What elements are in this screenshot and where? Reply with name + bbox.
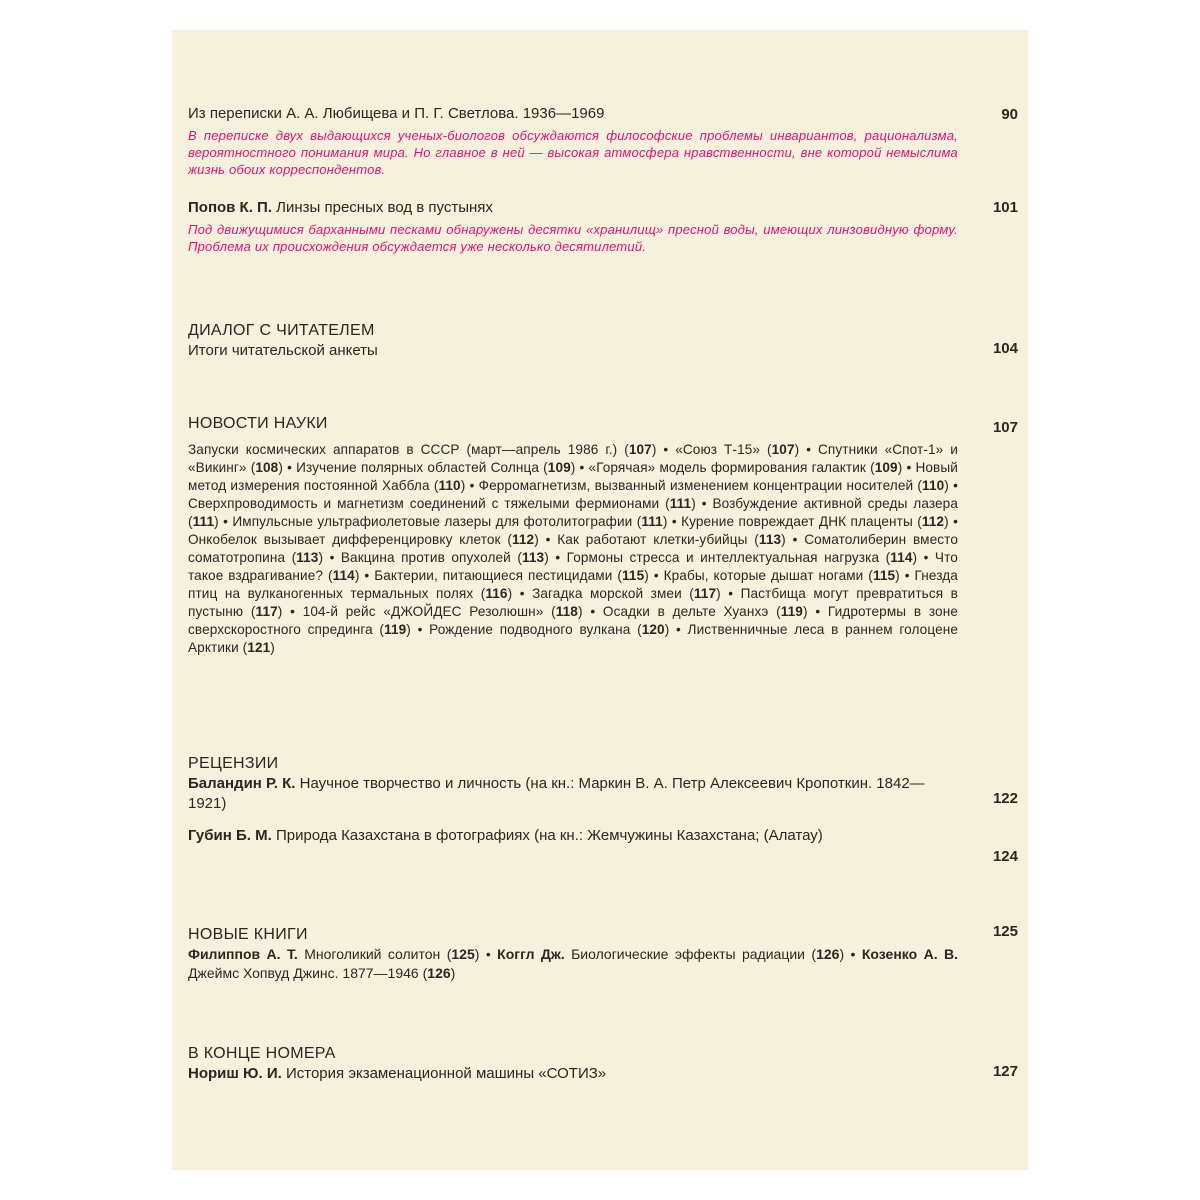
bullet-separator: • [545, 532, 551, 547]
news-item: Лиственничные леса в раннем голоцене Арктики (121) [188, 622, 959, 655]
bullet-separator: • [653, 568, 659, 583]
news-item-title: Сверхпроводимость и магнетизм соединений с тяжелыми фермионами [188, 496, 660, 511]
entry-author: Нориш Ю. И. [188, 1065, 282, 1082]
entry-description: В переписке двух выдающихся ученых-биологов обсуждаются философские проблемы инвариантов, рационализма, вероятностного понимания мира. Но главное в ней — высокая атмосфера нравственности, вне которой немыслима жизнь обоих корреспондентов. [188, 128, 958, 177]
book-title: Джеймс Хопвуд Джинс. 1877—1946 [188, 965, 419, 981]
section-heading: ДИАЛОГ С ЧИТАТЕЛЕМ [188, 322, 375, 339]
news-item-title: Гнезда птиц на вулканогенных термальных полях [188, 568, 958, 601]
bullet-separator: • [792, 532, 798, 547]
news-item-page: 111 [641, 514, 663, 529]
news-item: Гидротермы в зоне сверхскоростного спрединга (119) [188, 604, 958, 637]
bullet-separator: • [663, 442, 669, 457]
news-item-page: 110 [438, 478, 461, 493]
news-item-page: 117 [255, 604, 278, 619]
bullet-separator: • [417, 622, 423, 637]
review-item [188, 826, 958, 846]
book-title: Биологические эффекты радиации [571, 946, 805, 962]
news-item-title: «Горячая» модель формирования галактик [588, 460, 866, 475]
book-page: 126 [427, 965, 451, 981]
book-author: Филиппов А. Т. [188, 946, 298, 962]
news-item-title: Курение повреждает ДНК плаценты [681, 514, 913, 529]
section-news [188, 414, 958, 657]
news-item: Бактерии, питающиеся пестицидами (115) [374, 568, 649, 583]
book-title: Многоликий солитон [304, 946, 441, 962]
news-item-page: 120 [641, 622, 665, 637]
news-item: Рождение подводного вулкана (120) [429, 622, 670, 637]
news-item: Пастбища могут превратиться в пустыню (117) [188, 586, 958, 619]
bullet-separator: • [904, 568, 910, 583]
news-item-page: 114 [890, 550, 913, 565]
news-item-page: 115 [622, 568, 645, 583]
section-new-books [188, 925, 958, 983]
news-item-title: Как работают клетки-убийцы [557, 532, 748, 547]
news-item-title: Онкобелок вызывает дифференцировку клеток [188, 532, 501, 547]
news-item-page: 113 [758, 532, 782, 547]
news-item-title: Новый метод измерения постоянной Хаббла [188, 460, 958, 493]
bullet-separator: • [579, 460, 585, 475]
entry-title: Линзы пресных вод в пустынях [276, 199, 493, 216]
book-author: Коггл Дж. [497, 946, 565, 962]
bullet-separator: • [555, 550, 561, 565]
news-item-title: Импульсные ультрафиолетовые лазеры для фотолитографии [232, 514, 633, 529]
news-item-title: Что такое вздрагивание? [188, 550, 958, 583]
section-heading: НОВЫЕ КНИГИ [188, 926, 308, 943]
bullet-separator: • [671, 514, 677, 529]
news-item-page: 116 [485, 586, 508, 601]
review-title: Научное творчество и личность (на кн.: Маркин В. А. Петр Алексеевич Кропоткин. 1842—1921) [188, 775, 925, 812]
bullet-separator: • [485, 946, 491, 962]
news-item: «Союз Т-15» (107) [675, 442, 800, 457]
news-item-page: 113 [521, 550, 545, 565]
news-item-page: 117 [693, 586, 717, 601]
bullet-separator: • [223, 514, 228, 529]
news-item: Импульсные ультрафиолетовые лазеры для фотолитографии (111) [232, 514, 668, 529]
news-item: Возбуждение активной среды лазера (111) [188, 496, 958, 529]
news-item-page: 111 [192, 514, 215, 529]
bullet-separator: • [953, 514, 958, 529]
news-item: Гнезда птиц на вулканогенных термальных полях (116) [188, 568, 958, 601]
news-item-page: 110 [922, 478, 945, 493]
news-item: «Горячая» модель формирования галактик (109) [588, 460, 903, 475]
news-item-title: 104-й рейс «ДЖОЙДЕС Резолюшн» [302, 604, 544, 619]
news-item-title: Гормоны стресса и интеллектуальная нагрузка [566, 550, 880, 565]
news-item: Запуски космических аппаратов в СССР (март—апрель 1986 г.) (107) [188, 442, 657, 457]
news-item: Спутники «Спот-1» и «Викинг» (108) [188, 442, 958, 475]
bullet-separator: • [290, 604, 295, 619]
news-item: Сверхпроводимость и магнетизм соединений с тяжелыми фермионами (111) [188, 496, 696, 511]
entry-description: Под движущимися барханными песками обнаружены десятки «хранилищ» пресной воды, имеющих линзовидную форму. Проблема их происхождения обсуждается уже несколько десятилетий. [188, 222, 958, 254]
section-end [188, 1044, 958, 1084]
news-item: Как работают клетки-убийцы (113) [557, 532, 786, 547]
news-item-title: Ферромагнетизм, вызванный изменением концентрации носителей [478, 478, 914, 493]
news-item-title: Спутники «Спот-1» и «Викинг» [188, 442, 958, 475]
news-item-title: Вакцина против опухолей [340, 550, 511, 565]
news-item: Новый метод измерения постоянной Хаббла (110) [188, 460, 958, 493]
news-item-title: Осадки в дельте Хуанхэ [602, 604, 769, 619]
book-items [188, 945, 958, 983]
page-number: 104 [992, 340, 1018, 357]
news-item-title: Загадка морской змеи [532, 586, 682, 601]
bullet-separator: • [329, 550, 335, 565]
section-heading: В КОНЦЕ НОМЕРА [188, 1045, 336, 1062]
bullet-separator: • [519, 586, 525, 601]
book-item: Филиппов А. Т. Многоликий солитон (125) [188, 946, 480, 962]
news-item-page: 108 [255, 460, 279, 475]
bullet-separator: • [364, 568, 370, 583]
bullet-separator: • [953, 478, 958, 493]
page-number: 107 [992, 419, 1018, 436]
news-items [188, 441, 958, 657]
news-item-page: 119 [384, 622, 407, 637]
news-item-title: Бактерии, питающиеся пестицидами [374, 568, 613, 583]
section-heading: РЕЦЕНЗИИ [188, 755, 279, 772]
entry-author: Попов К. П. [188, 199, 272, 216]
news-item-title: Соматолиберин вместо соматотропина [188, 532, 958, 565]
bullet-separator: • [287, 460, 292, 475]
news-item: Гормоны стресса и интеллектуальная нагрузка (114) [566, 550, 918, 565]
page-number: 125 [992, 923, 1018, 940]
review-author: Баландин Р. К. [188, 775, 296, 792]
news-item-page: 115 [872, 568, 896, 583]
news-item: Вакцина против опухолей (113) [340, 550, 549, 565]
news-item: Изучение полярных областей Солнца (109) [296, 460, 576, 475]
news-item-page: 119 [780, 604, 803, 619]
bullet-separator: • [923, 550, 929, 565]
news-item-page: 109 [547, 460, 571, 475]
book-item: Коггл Дж. Биологические эффекты радиации (126) [497, 946, 845, 962]
bullet-separator: • [906, 460, 912, 475]
book-page: 125 [451, 946, 475, 962]
section-dialog [188, 321, 958, 361]
entry-title: Из переписки А. А. Любищева и П. Г. Светлова. 1936—1969 [188, 105, 605, 122]
bullet-separator: • [728, 586, 734, 601]
news-item-page: 111 [669, 496, 692, 511]
news-item-page: 112 [921, 514, 945, 529]
news-item: Что такое вздрагивание? (114) [188, 550, 958, 583]
book-page: 126 [816, 946, 840, 962]
entry-title: Итоги читательской анкеты [188, 342, 378, 359]
page-number: 124 [992, 848, 1018, 865]
page-number: 101 [992, 199, 1018, 216]
news-item-page: 118 [555, 604, 578, 619]
news-item: Курение повреждает ДНК плаценты (112) [681, 514, 949, 529]
news-item: Крабы, которые дышат ногами (115) [663, 568, 900, 583]
news-item: Соматолиберин вместо соматотропина (113) [188, 532, 958, 565]
news-item: Ферромагнетизм, вызванный изменением концентрации носителей (110) [478, 478, 949, 493]
page-number: 90 [1001, 106, 1018, 123]
book-item: Козенко А. В. Джеймс Хопвуд Джинс. 1877—1946 (126) [188, 946, 959, 981]
news-item: Осадки в дельте Хуанхэ (119) [602, 604, 808, 619]
news-item-page: 114 [332, 568, 355, 583]
toc-page [172, 30, 1028, 1170]
section-reviews [188, 754, 958, 846]
section-heading: НОВОСТИ НАУКИ [188, 415, 328, 432]
news-item-title: Изучение полярных областей Солнца [296, 460, 540, 475]
page-number: 127 [992, 1063, 1018, 1080]
book-author: Козенко А. В. [861, 946, 959, 962]
news-item-page: 112 [511, 532, 535, 547]
bullet-separator: • [815, 604, 821, 619]
entry-title: История экзаменационной машины «СОТИЗ» [285, 1065, 607, 1082]
bullet-separator: • [850, 946, 856, 962]
review-item [188, 774, 958, 814]
bullet-separator: • [469, 478, 475, 493]
news-item-title: Возбуждение активной среды лазера [712, 496, 958, 511]
news-item-title: Лиственничные леса в раннем голоцене Арктики [188, 622, 959, 655]
toc-entry-popov [188, 198, 958, 255]
toc-entry-lyubishchev [188, 104, 958, 178]
news-item-title: Гидротермы в зоне сверхскоростного спрединга [188, 604, 958, 637]
bullet-separator: • [701, 496, 707, 511]
news-item: 104-й рейс «ДЖОЙДЕС Резолюшн» (118) [302, 604, 583, 619]
news-item-title: Крабы, которые дышат ногами [663, 568, 864, 583]
review-title: Природа Казахстана в фотографиях (на кн.: Жемчужины Казахстана; (Алатау) [275, 827, 823, 844]
news-item-title: «Союз Т-15» [675, 442, 761, 457]
news-item-page: 107 [771, 442, 795, 457]
news-item-title: Рождение подводного вулкана [429, 622, 631, 637]
news-item-title: Пастбища могут превратиться в пустыню [188, 586, 958, 619]
news-item: Загадка морской змеи (117) [532, 586, 721, 601]
bullet-separator: • [676, 622, 681, 637]
page-number: 122 [992, 790, 1018, 807]
bullet-separator: • [590, 604, 596, 619]
news-item-page: 109 [874, 460, 898, 475]
news-item-page: 113 [296, 550, 319, 565]
review-author: Губин Б. М. [188, 827, 272, 844]
news-item: Онкобелок вызывает дифференцировку клеток (112) [188, 532, 539, 547]
bullet-separator: • [806, 442, 812, 457]
news-item-page: 107 [628, 442, 652, 457]
news-item-title: Запуски космических аппаратов в СССР (март—апрель 1986 г.) [188, 442, 618, 457]
news-item-page: 121 [247, 640, 271, 655]
